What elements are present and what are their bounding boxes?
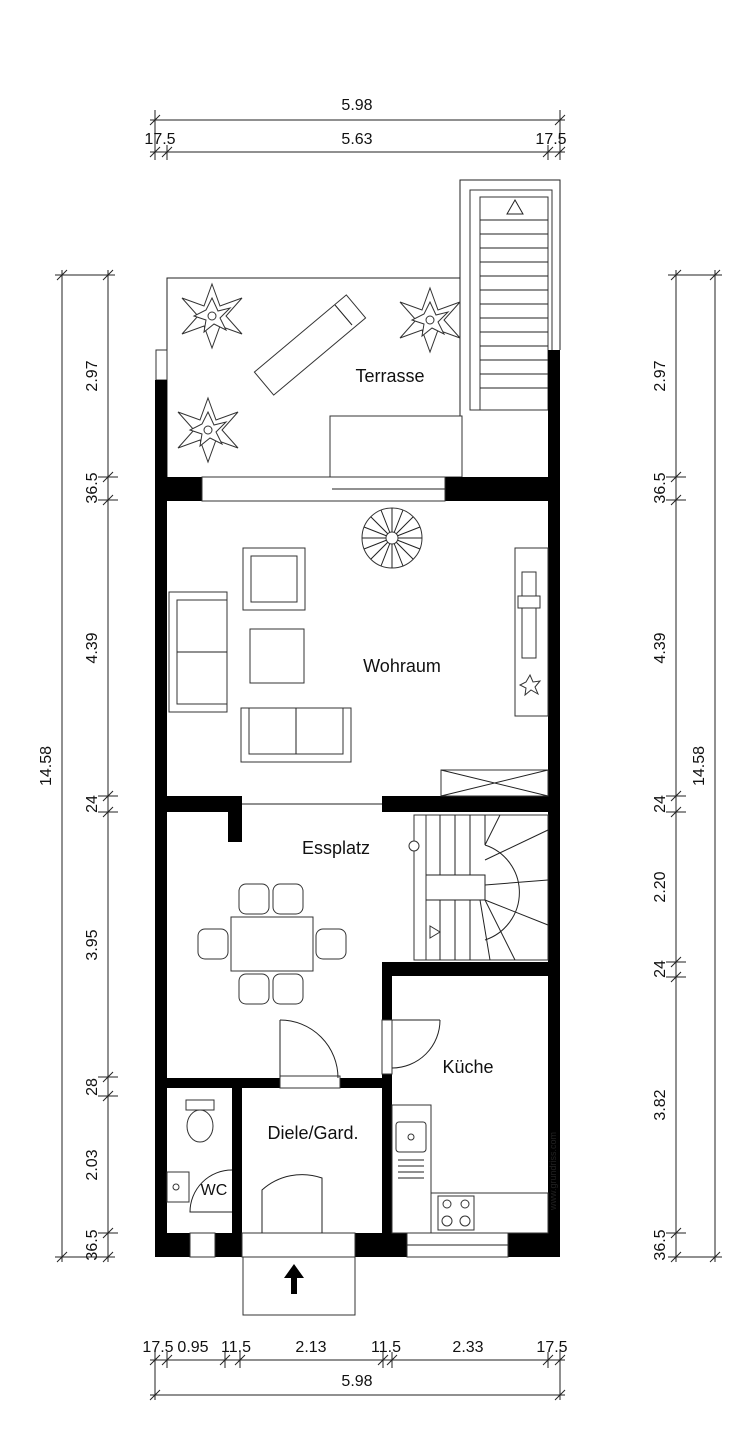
dim-right-7: 3.82 [652,1089,669,1121]
room-label-kueche: Küche [442,1057,494,1077]
watermark: www.grundriss.com [548,1131,558,1210]
dim-left-5: 3.95 [84,929,101,961]
dim-right-total: 14.58 [691,745,708,787]
dimension-labels [38,97,708,1390]
dim-left-8: 36.5 [84,1229,101,1261]
room-label-wohnraum: Wohraum [363,656,441,676]
chair [316,929,346,959]
room-label-essplatz: Essplatz [301,838,371,858]
dim-right-8: 36.5 [652,1229,669,1261]
dim-left-2: 36.5 [84,472,101,504]
dim-left-1: 2.97 [84,360,101,392]
room-label-wc: WC [200,1182,228,1199]
room-label-terrasse: Terrasse [355,366,425,386]
dim-left-4: 24 [84,795,101,813]
outdoor-stair [470,190,552,410]
dim-right-4: 24 [652,795,669,813]
dim-left-6: 28 [84,1078,101,1096]
dim-bottom-s2: 0.95 [177,1339,209,1356]
dining-area [198,815,548,1088]
dim-bottom-s6: 2.33 [452,1339,484,1356]
dim-top-mid: 5.63 [341,131,373,148]
dim-top-right: 17.5 [535,131,567,148]
dim-bottom-s4: 2.13 [295,1339,327,1356]
dim-bottom-total: 5.98 [341,1373,373,1390]
plant-icon [400,288,460,352]
plant-icon [362,508,422,568]
room-label-diele: Diele/Gard. [267,1123,359,1143]
toilet-icon [186,1100,214,1110]
dim-bottom-s5: 11.5 [371,1339,401,1356]
dim-right-6: 24 [652,960,669,978]
dim-bottom-s3: 11.5 [221,1339,251,1356]
living-room-furniture [169,508,548,804]
chair [239,974,269,1004]
plant-icon [178,398,238,462]
coffee-table [250,629,304,683]
plant-icon [182,284,242,348]
dim-top-left: 17.5 [144,131,176,148]
dim-left-7: 2.03 [84,1149,101,1181]
indoor-stair [409,815,548,960]
dim-bottom-s7: 17.5 [536,1339,568,1356]
terrace-table [330,416,462,477]
dining-table [231,917,313,971]
kitchen-fixtures [382,1020,558,1233]
dim-left-total: 14.58 [38,745,55,787]
chair [239,884,269,914]
dim-right-2: 36.5 [652,472,669,504]
sun-lounger [254,295,365,395]
chair [273,884,303,914]
dim-top-total: 5.98 [341,97,373,114]
dim-right-3: 4.39 [652,632,669,664]
chair [198,929,228,959]
dim-left-3: 4.39 [84,632,101,664]
dim-right-1: 2.97 [652,360,669,392]
dim-bottom-s1: 17.5 [142,1339,174,1356]
entrance-step [243,1257,355,1315]
terrace-area [156,180,560,477]
chair [273,974,303,1004]
dim-right-5: 2.20 [652,871,669,903]
tv-icon [522,572,536,658]
